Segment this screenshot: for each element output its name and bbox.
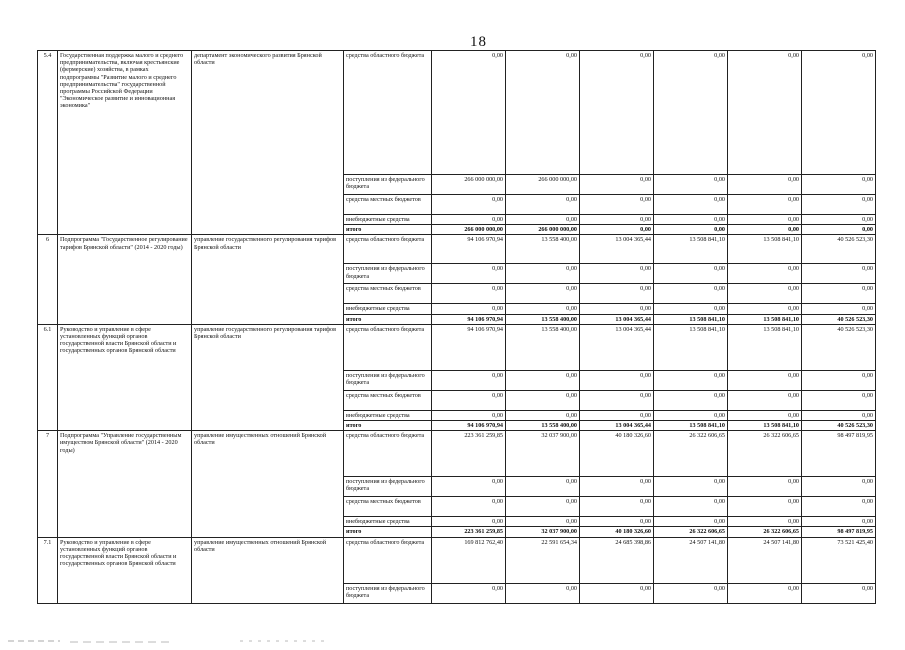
amount-cell: 0,00 <box>506 195 580 215</box>
amount-cell: 0,00 <box>506 583 580 603</box>
amount-cell: 0,00 <box>802 51 876 175</box>
page-number: 18 <box>470 34 487 50</box>
amount-cell: 0,00 <box>580 215 654 225</box>
amount-cell: 0,00 <box>802 215 876 225</box>
funding-source: поступления из федерального бюджета <box>344 477 432 497</box>
amount-cell: 266 000 000,00 <box>432 175 506 195</box>
amount-cell: 0,00 <box>580 264 654 284</box>
amount-cell: 0,00 <box>654 225 728 235</box>
amount-cell: 13 508 841,10 <box>728 421 802 431</box>
amount-cell: 24 507 141,80 <box>654 537 728 583</box>
amount-cell: 0,00 <box>506 477 580 497</box>
amount-cell: 0,00 <box>728 195 802 215</box>
funding-source: итого <box>344 314 432 324</box>
funding-source: внебюджетные средства <box>344 517 432 527</box>
amount-cell: 0,00 <box>728 370 802 390</box>
amount-cell: 0,00 <box>802 195 876 215</box>
funding-source: средства местных бюджетов <box>344 195 432 215</box>
amount-cell: 13 004 365,44 <box>580 314 654 324</box>
amount-cell: 32 037 900,00 <box>506 527 580 537</box>
amount-cell: 0,00 <box>728 410 802 420</box>
amount-cell: 0,00 <box>580 175 654 195</box>
amount-cell: 0,00 <box>432 195 506 215</box>
funding-source: итого <box>344 225 432 235</box>
amount-cell: 223 361 259,85 <box>432 431 506 477</box>
amount-cell: 13 508 841,10 <box>728 324 802 370</box>
amount-cell: 0,00 <box>506 517 580 527</box>
amount-cell: 0,00 <box>506 304 580 314</box>
amount-cell: 40 526 523,30 <box>802 421 876 431</box>
section-name: Руководство и управление в сфере установленных функций органов государственной власти Брянской области и государственных органов Брянской области <box>58 537 192 603</box>
section-name: Государственная поддержка малого и среднего предпринимательства, включая крестьянские (фермерские) хозяйства, в рамках подпрограммы "Развитие малого и среднего предпринимательства" государственной программы Российской Федерации "Экономическое развитие и инновационная экономика" <box>58 51 192 235</box>
funding-source: итого <box>344 527 432 537</box>
amount-cell: 94 106 970,94 <box>432 324 506 370</box>
amount-cell: 0,00 <box>728 497 802 517</box>
amount-cell: 26 322 606,65 <box>654 527 728 537</box>
amount-cell: 0,00 <box>506 370 580 390</box>
funding-source: средства областного бюджета <box>344 235 432 264</box>
section-name: Подпрограмма "Государственное регулирование тарифов Брянской области" (2014 - 2020 годы) <box>58 235 192 324</box>
amount-cell: 13 508 841,10 <box>654 324 728 370</box>
section-name: Подпрограмма "Управление государственным имуществом Брянской области" (2014 - 2020 годы) <box>58 431 192 537</box>
amount-cell: 0,00 <box>506 284 580 304</box>
amount-cell: 94 106 970,94 <box>432 314 506 324</box>
amount-cell: 13 508 841,10 <box>728 235 802 264</box>
amount-cell: 0,00 <box>580 195 654 215</box>
funding-source: внебюджетные средства <box>344 410 432 420</box>
amount-cell: 0,00 <box>728 225 802 235</box>
amount-cell: 223 361 259,85 <box>432 527 506 537</box>
section-number: 6.1 <box>38 324 58 430</box>
amount-cell: 26 322 606,65 <box>728 431 802 477</box>
amount-cell: 0,00 <box>802 370 876 390</box>
amount-cell: 13 558 400,00 <box>506 314 580 324</box>
amount-cell: 0,00 <box>654 497 728 517</box>
amount-cell: 0,00 <box>580 477 654 497</box>
amount-cell: 0,00 <box>580 390 654 410</box>
amount-cell: 0,00 <box>728 517 802 527</box>
funding-source: итого <box>344 421 432 431</box>
amount-cell: 98 497 819,95 <box>802 527 876 537</box>
amount-cell: 0,00 <box>728 175 802 195</box>
amount-cell: 26 322 606,65 <box>654 431 728 477</box>
table-row <box>38 235 876 264</box>
amount-cell: 13 558 400,00 <box>506 421 580 431</box>
amount-cell: 0,00 <box>432 410 506 420</box>
funding-source: внебюджетные средства <box>344 215 432 225</box>
amount-cell: 0,00 <box>580 304 654 314</box>
amount-cell: 0,00 <box>728 583 802 603</box>
amount-cell: 0,00 <box>580 225 654 235</box>
amount-cell: 0,00 <box>728 51 802 175</box>
amount-cell: 0,00 <box>432 477 506 497</box>
amount-cell: 13 558 400,00 <box>506 235 580 264</box>
amount-cell: 94 106 970,94 <box>432 421 506 431</box>
amount-cell: 0,00 <box>802 175 876 195</box>
funding-source: средства областного бюджета <box>344 324 432 370</box>
amount-cell: 0,00 <box>654 284 728 304</box>
funding-source: поступления из федерального бюджета <box>344 264 432 284</box>
table-row <box>38 51 876 175</box>
amount-cell: 0,00 <box>506 410 580 420</box>
table-row <box>38 537 876 583</box>
amount-cell: 13 558 400,00 <box>506 324 580 370</box>
amount-cell: 169 812 762,40 <box>432 537 506 583</box>
amount-cell: 0,00 <box>654 51 728 175</box>
funding-source: средства областного бюджета <box>344 431 432 477</box>
amount-cell: 13 508 841,10 <box>728 314 802 324</box>
amount-cell: 0,00 <box>580 284 654 304</box>
amount-cell: 40 526 523,30 <box>802 314 876 324</box>
amount-cell: 0,00 <box>506 264 580 284</box>
amount-cell: 13 004 365,44 <box>580 235 654 264</box>
amount-cell: 0,00 <box>654 390 728 410</box>
amount-cell: 26 322 606,65 <box>728 527 802 537</box>
amount-cell: 0,00 <box>432 264 506 284</box>
amount-cell: 0,00 <box>506 497 580 517</box>
amount-cell: 0,00 <box>654 477 728 497</box>
amount-cell: 0,00 <box>802 583 876 603</box>
amount-cell: 32 037 900,00 <box>506 431 580 477</box>
amount-cell: 0,00 <box>432 390 506 410</box>
amount-cell: 0,00 <box>802 264 876 284</box>
amount-cell: 0,00 <box>580 583 654 603</box>
section-number: 7.1 <box>38 537 58 603</box>
amount-cell: 266 000 000,00 <box>506 175 580 195</box>
amount-cell: 22 591 654,34 <box>506 537 580 583</box>
amount-cell: 0,00 <box>432 583 506 603</box>
funding-source: поступления из федерального бюджета <box>344 175 432 195</box>
amount-cell: 266 000 000,00 <box>506 225 580 235</box>
amount-cell: 98 497 819,95 <box>802 431 876 477</box>
amount-cell: 0,00 <box>580 517 654 527</box>
amount-cell: 0,00 <box>506 51 580 175</box>
amount-cell: 0,00 <box>802 410 876 420</box>
section-executor: управление имущественных отношений Брянской области <box>192 431 344 537</box>
amount-cell: 266 000 000,00 <box>432 225 506 235</box>
section-executor: департамент экономического развития Брянской области <box>192 51 344 235</box>
funding-source: средства местных бюджетов <box>344 390 432 410</box>
amount-cell: 0,00 <box>802 477 876 497</box>
amount-cell: 24 685 398,86 <box>580 537 654 583</box>
funding-source: поступления из федерального бюджета <box>344 583 432 603</box>
table-row <box>38 431 876 477</box>
amount-cell: 13 508 841,10 <box>654 314 728 324</box>
amount-cell: 73 521 425,40 <box>802 537 876 583</box>
amount-cell: 0,00 <box>802 304 876 314</box>
amount-cell: 13 508 841,10 <box>654 235 728 264</box>
funding-source: средства местных бюджетов <box>344 497 432 517</box>
amount-cell: 0,00 <box>728 264 802 284</box>
amount-cell: 40 180 326,60 <box>580 431 654 477</box>
amount-cell: 24 507 141,80 <box>728 537 802 583</box>
funding-source: внебюджетные средства <box>344 304 432 314</box>
funding-source: средства областного бюджета <box>344 51 432 175</box>
amount-cell: 0,00 <box>432 51 506 175</box>
section-number: 6 <box>38 235 58 324</box>
amount-cell: 0,00 <box>506 390 580 410</box>
amount-cell: 0,00 <box>580 410 654 420</box>
amount-cell: 0,00 <box>728 284 802 304</box>
amount-cell: 0,00 <box>728 477 802 497</box>
amount-cell: 0,00 <box>432 284 506 304</box>
amount-cell: 0,00 <box>802 284 876 304</box>
scan-edge <box>0 632 905 640</box>
amount-cell: 13 004 365,44 <box>580 324 654 370</box>
section-executor: управление государственного регулирования тарифов Брянской области <box>192 324 344 430</box>
budget-table <box>37 50 876 604</box>
amount-cell: 0,00 <box>654 175 728 195</box>
amount-cell: 0,00 <box>802 225 876 235</box>
amount-cell: 0,00 <box>654 583 728 603</box>
section-name: Руководство и управление в сфере установленных функций органов государственной власти Брянской области и государственных органов Брянской области <box>58 324 192 430</box>
amount-cell: 0,00 <box>580 51 654 175</box>
amount-cell: 0,00 <box>654 304 728 314</box>
amount-cell: 0,00 <box>802 517 876 527</box>
section-number: 5.4 <box>38 51 58 235</box>
amount-cell: 0,00 <box>802 390 876 410</box>
amount-cell: 0,00 <box>728 304 802 314</box>
amount-cell: 40 180 326,60 <box>580 527 654 537</box>
amount-cell: 0,00 <box>654 517 728 527</box>
amount-cell: 0,00 <box>432 497 506 517</box>
amount-cell: 0,00 <box>654 195 728 215</box>
amount-cell: 0,00 <box>728 390 802 410</box>
amount-cell: 94 106 970,94 <box>432 235 506 264</box>
amount-cell: 0,00 <box>728 215 802 225</box>
amount-cell: 13 508 841,10 <box>654 421 728 431</box>
amount-cell: 0,00 <box>432 215 506 225</box>
amount-cell: 40 526 523,30 <box>802 235 876 264</box>
amount-cell: 0,00 <box>654 410 728 420</box>
amount-cell: 0,00 <box>654 215 728 225</box>
amount-cell: 0,00 <box>432 304 506 314</box>
funding-source: средства местных бюджетов <box>344 284 432 304</box>
amount-cell: 0,00 <box>654 370 728 390</box>
section-executor: управление государственного регулирования тарифов Брянской области <box>192 235 344 324</box>
funding-source: средства областного бюджета <box>344 537 432 583</box>
amount-cell: 0,00 <box>432 517 506 527</box>
amount-cell: 40 526 523,30 <box>802 324 876 370</box>
table-row <box>38 324 876 370</box>
funding-source: поступления из федерального бюджета <box>344 370 432 390</box>
amount-cell: 0,00 <box>802 497 876 517</box>
amount-cell: 0,00 <box>506 215 580 225</box>
amount-cell: 0,00 <box>432 370 506 390</box>
amount-cell: 0,00 <box>654 264 728 284</box>
amount-cell: 0,00 <box>580 370 654 390</box>
section-executor: управление имущественных отношений Брянской области <box>192 537 344 603</box>
section-number: 7 <box>38 431 58 537</box>
amount-cell: 0,00 <box>580 497 654 517</box>
amount-cell: 13 004 365,44 <box>580 421 654 431</box>
